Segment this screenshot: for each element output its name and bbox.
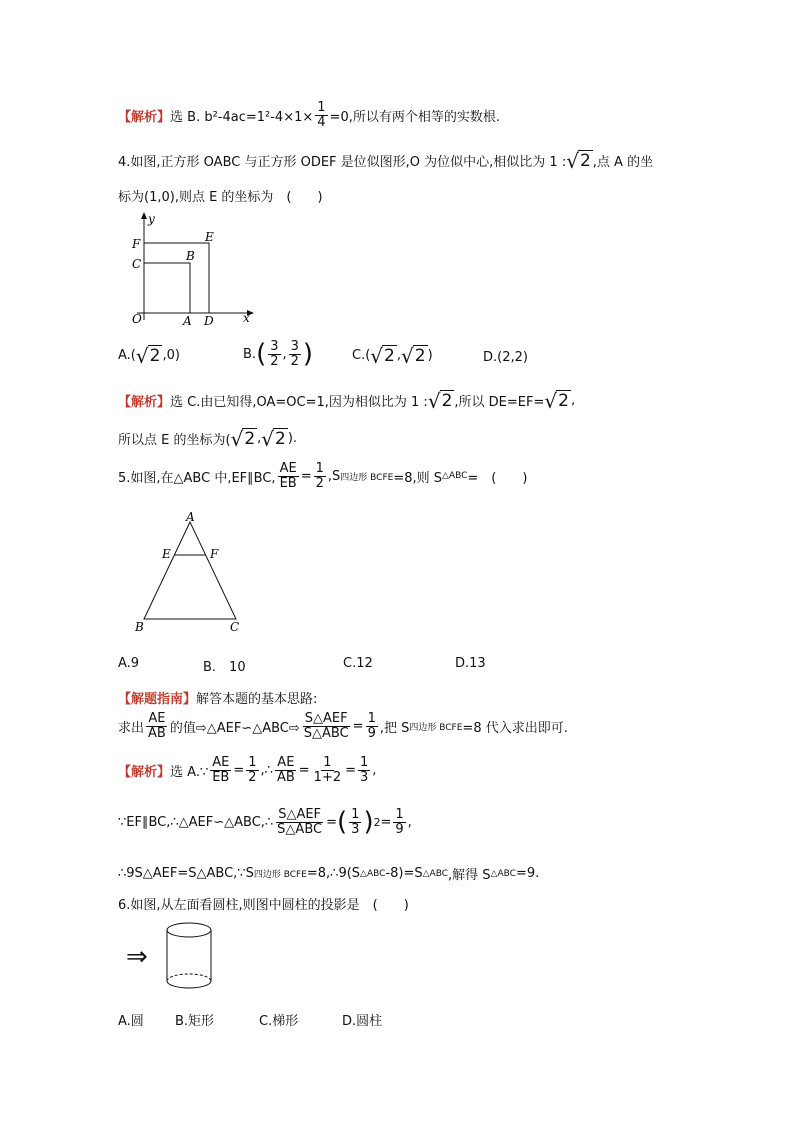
q5-triangle-figure [130,510,250,635]
q5-option-d[interactable]: D.13 [455,656,486,671]
q5-solution-line3: ∴9S△AEF=S△ABC,∵S 四边形 BCFE =8,∴9(S △ABC -8)=S △ABC ,解得 S △ABC =9. [118,866,540,883]
label-x: x [243,311,250,325]
label-D: D [204,314,214,328]
q3-analysis-text: 选 B. b²-4ac=1²-4×1× [170,109,314,125]
arrow-icon: ⇒ [126,942,148,972]
label-C: C [230,620,240,634]
q3-analysis-tail: =0,所以有两个相等的实数根. [329,109,500,125]
label-A: A [186,510,195,524]
q6-option-c[interactable]: C.梯形 [259,1014,299,1029]
q4-coordinate-figure [125,210,260,335]
sqrt-2: √ 2 [566,148,591,173]
q4-option-a[interactable]: A.( √ 2 ,0) [118,343,180,368]
label-O: O [132,312,142,326]
q4-stem-line1: 4.如图,正方形 OABC 与正方形 ODEF 是位似图形,O 为位似中心,相似比为 1 : √ 2 ,点 A 的坐 [118,148,654,173]
label-F: F [210,547,219,561]
label-B: B [135,620,144,634]
q6-option-b[interactable]: B.矩形 [175,1014,215,1029]
q4-option-d[interactable]: D.(2,2) [483,350,528,365]
q6-cylinder-figure [162,920,218,992]
q5-idea: 求出 $\frac{AE}{AB}$ 的值⇨△AEF∽△ABC⇨ $\frac{\text{S△AEF}}{\text{S△ABC}}$ = $\frac{1}{9}$ ,把 S 四边形 BCFE =8 代入求出即可. [118,711,568,741]
q6-option-d[interactable]: D.圆柱 [342,1014,383,1029]
q4-option-b[interactable]: B. ( $\frac{3}{2}$ , $\frac{3}{2}$ ) [243,339,314,370]
q6-option-a[interactable]: A.圆 [118,1014,144,1029]
q5-option-c[interactable]: C.12 [343,656,373,671]
label-C: C [132,257,142,271]
label-y: y [148,212,155,226]
q5-guide: 【解题指南】 解答本题的基本思路: [118,692,318,707]
q5-stem: 5.如图,在△ABC 中,EF∥BC, $\frac{AE}{EB}$ = $\frac{1}{2}$ ,S 四边形 BCFE =8,则 S △ABC = ( ) [118,461,528,491]
q5-solution-line1: 【解析】 选 A.∵ $\frac{AE}{EB}$ = $\frac{1}{2}$ ,∴ $\frac{AE}{AB}$ = $\frac{1}{1+2}$ = $\frac{1}{3}$ , [118,755,377,785]
q4-analysis-line1: 【解析】 选 C.由已知得,OA=OC=1,因为相似比为 1 : √ 2 ,所以 DE=EF= √ 2 , [118,388,576,413]
label-A: A [183,314,192,328]
label-F: F [132,237,141,251]
label-E: E [162,547,171,561]
label-B: B [186,249,195,263]
q4-analysis-line2: 所以点 E 的坐标为( √ 2 , √ 2 ). [118,426,298,451]
q5-solution-line2: ∵EF∥BC,∴△AEF∽△ABC,∴ $\frac{\text{S△AEF}}{\text{S△ABC}}$ = ( $\frac{1}{3}$ ) 2 = $\frac{1}{9}$ , [118,807,412,838]
q3-analysis [118,101,500,129]
q5-option-b[interactable]: B. 10 [203,660,246,675]
analysis-tag: 【解析】 [118,109,171,125]
q4-option-c[interactable]: C.( √ 2 , √ 2 ) [352,343,433,368]
label-E: E [205,230,214,244]
q6-stem: 6.如图,从左面看圆柱,则图中圆柱的投影是 ( ) [118,898,409,913]
q5-option-a[interactable]: A.9 [118,656,140,671]
q4-stem-line2: 标为(1,0),则点 E 的坐标为 ( ) [118,190,323,205]
fraction: $\frac{1}{4}$ [317,100,326,130]
